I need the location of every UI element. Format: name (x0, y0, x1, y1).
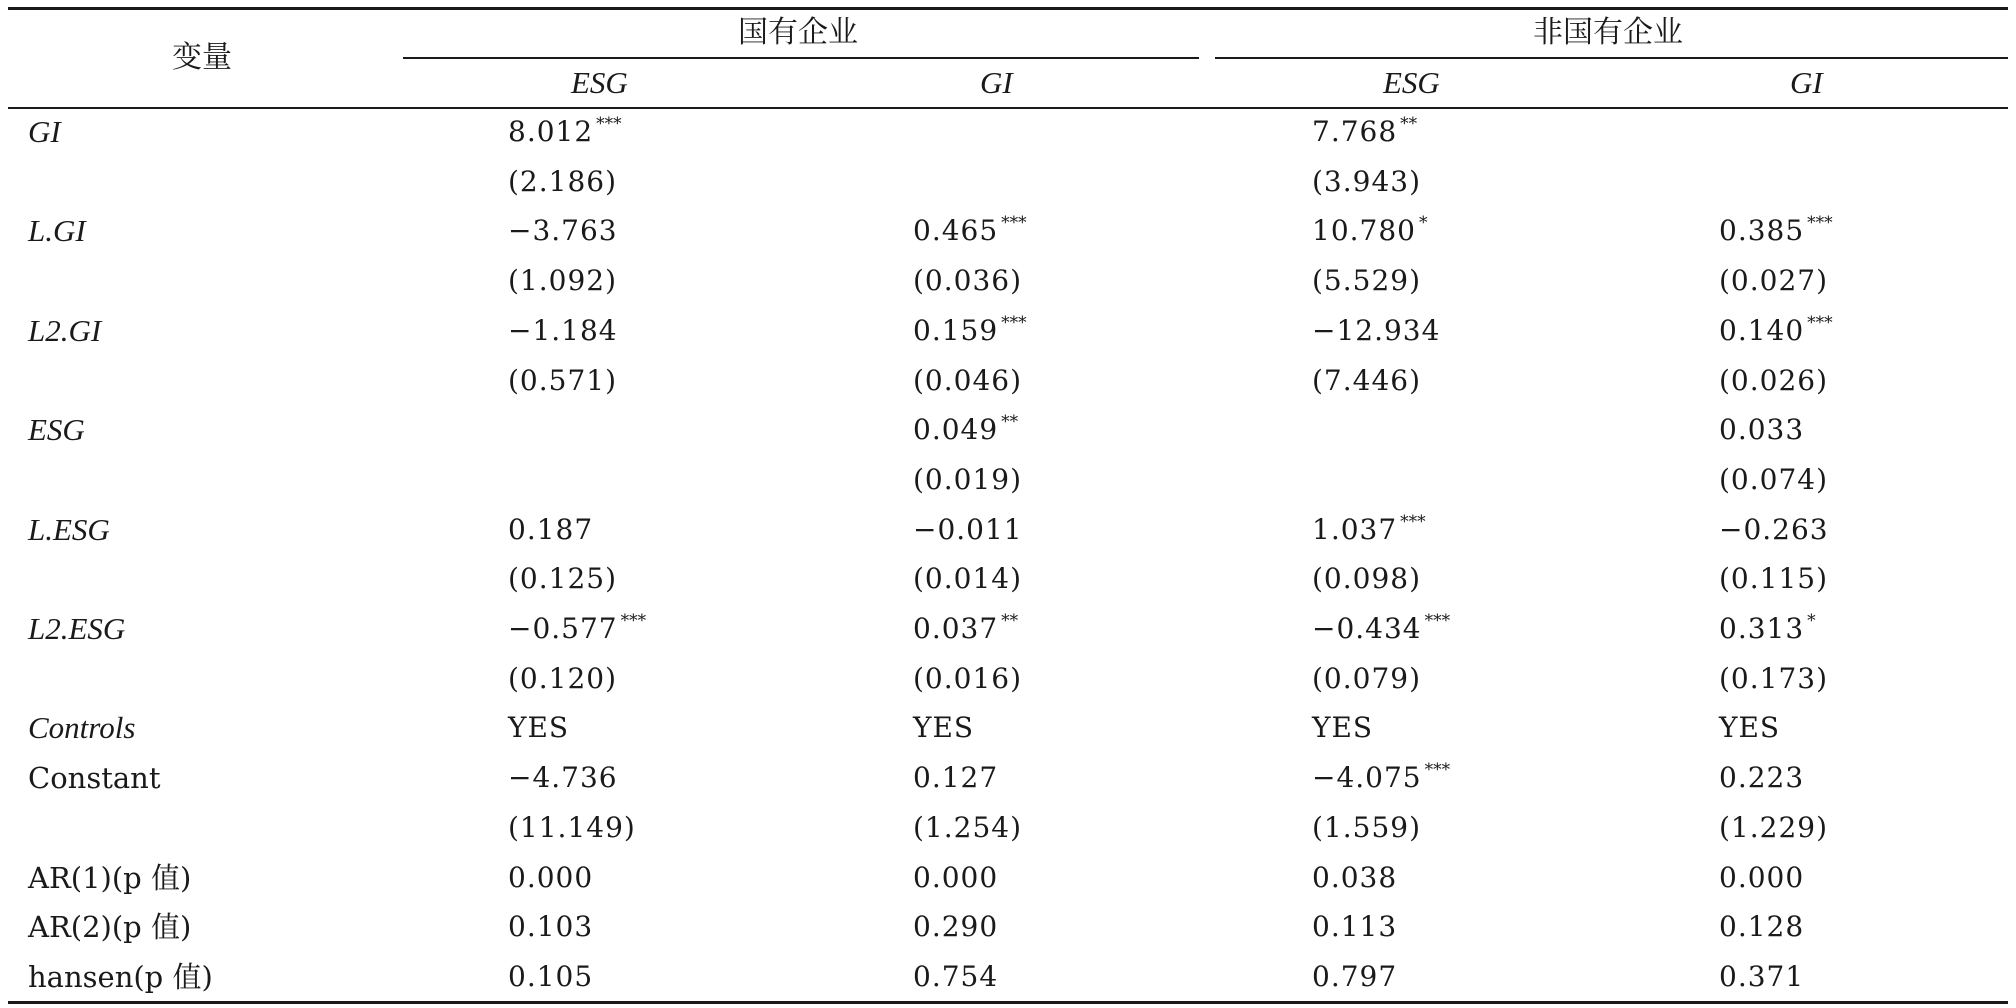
table-cell (1312, 860, 1400, 896)
table-cell (1312, 313, 1443, 349)
cell-value: 0.754 (913, 960, 999, 993)
table-cell (1312, 412, 1315, 448)
column-header-soe-esg: ESG (571, 65, 628, 100)
cell-value: 10.780 (1312, 214, 1416, 247)
table-cell (1719, 114, 1722, 150)
table-cell (1312, 263, 1424, 299)
cell-value: −3.763 (508, 214, 618, 247)
cell-value: −0.011 (913, 513, 1023, 546)
significance-stars: *** (1807, 213, 1833, 233)
table-cell (1312, 561, 1424, 597)
table-cell (913, 313, 1027, 349)
cell-value: 0.140 (1719, 314, 1805, 347)
cell-value: 0.038 (1312, 861, 1398, 894)
significance-stars: *** (1807, 313, 1833, 333)
group-header-nonsoe: 非国有企业 (1533, 15, 1683, 50)
group-rule-soe (403, 57, 1199, 59)
cell-value: (0.079) (1312, 662, 1422, 695)
row-label: AR(1)(p 值) (28, 861, 192, 895)
table-cell (913, 959, 1001, 995)
cell-value: 0.105 (508, 960, 594, 993)
cell-value: −4.736 (508, 761, 618, 794)
table-cell (508, 263, 620, 299)
table-cell (1719, 313, 1833, 349)
cell-value: (1.254) (913, 811, 1023, 844)
cell-value: −0.577 (508, 612, 618, 645)
table-cell (913, 810, 1025, 846)
table-cell (508, 909, 596, 945)
cell-value: 7.768 (1312, 115, 1398, 148)
cell-value: 0.113 (1312, 910, 1398, 943)
table-cell (913, 213, 1027, 249)
table-cell (508, 114, 622, 150)
table-cell (913, 661, 1025, 697)
cell-value: (0.046) (913, 364, 1023, 397)
cell-value: (3.943) (1312, 165, 1422, 198)
cell-value: 0.223 (1719, 761, 1805, 794)
cell-value: YES (508, 711, 570, 744)
table-cell (508, 213, 621, 249)
cell-value: 0.037 (913, 612, 999, 645)
cell-value: −12.934 (1312, 314, 1441, 347)
table-cell (1719, 661, 1831, 697)
table-cell (508, 164, 620, 200)
significance-stars: ** (1001, 611, 1019, 631)
table-cell (508, 313, 621, 349)
significance-stars: *** (620, 611, 647, 631)
cell-value: 0.103 (508, 910, 594, 943)
table-cell (1719, 164, 1722, 200)
table-cell (913, 760, 1001, 796)
cell-value: 0.128 (1719, 910, 1805, 943)
cell-value: 0.159 (913, 314, 999, 347)
cell-value: 0.049 (913, 413, 999, 446)
top-rule (8, 7, 2008, 10)
row-label: AR(2)(p 值) (28, 910, 192, 944)
table-cell (1312, 512, 1426, 548)
table-cell (1719, 561, 1831, 597)
significance-stars: ** (1400, 114, 1418, 134)
table-cell (913, 114, 916, 150)
cell-value: 0.000 (508, 861, 594, 894)
table-cell (1312, 710, 1376, 746)
significance-stars: * (1807, 611, 1816, 631)
cell-value: YES (913, 711, 975, 744)
table-cell (913, 263, 1025, 299)
cell-value: 0.465 (913, 214, 999, 247)
cell-value: YES (1719, 711, 1781, 744)
significance-stars: *** (1001, 213, 1027, 233)
cell-value: (7.446) (1312, 364, 1422, 397)
row-label: L.ESG (28, 512, 110, 547)
group-header-soe: 国有企业 (738, 15, 858, 50)
table-cell (1719, 263, 1831, 299)
table-cell (1312, 611, 1450, 647)
cell-value: 0.000 (913, 861, 999, 894)
cell-value: (0.115) (1719, 562, 1829, 595)
significance-stars: *** (1001, 313, 1027, 333)
cell-value: (0.027) (1719, 264, 1829, 297)
table-cell (1719, 363, 1831, 399)
cell-value: 0.797 (1312, 960, 1398, 993)
cell-value: 0.290 (913, 910, 999, 943)
row-label: L2.GI (28, 313, 102, 348)
cell-value: 0.385 (1719, 214, 1805, 247)
table-cell (508, 810, 639, 846)
table-cell (1312, 213, 1427, 249)
cell-value: (11.149) (508, 811, 636, 844)
table-cell (508, 959, 596, 995)
significance-stars: *** (596, 114, 622, 134)
table-cell (508, 512, 596, 548)
cell-value: −0.263 (1719, 513, 1829, 546)
table-cell (508, 363, 620, 399)
table-cell (1312, 164, 1424, 200)
cell-value: (1.559) (1312, 811, 1422, 844)
table-cell (1719, 959, 1807, 995)
row-label: hansen(p 值) (28, 960, 213, 994)
table-cell (913, 710, 977, 746)
cell-value: (0.014) (913, 562, 1023, 595)
table-cell (913, 164, 916, 200)
column-header-soe-gi: GI (980, 65, 1013, 100)
table-cell (1719, 710, 1783, 746)
row-label: ESG (28, 412, 85, 447)
cell-value: (0.036) (913, 264, 1023, 297)
cell-value: −4.075 (1312, 761, 1422, 794)
cell-value: (0.074) (1719, 463, 1829, 496)
bottom-rule (8, 1001, 2008, 1004)
table-cell (1312, 760, 1450, 796)
significance-stars: * (1418, 213, 1428, 233)
cell-value: −1.184 (508, 314, 618, 347)
significance-stars: *** (1400, 512, 1426, 532)
cell-value: 1.037 (1312, 513, 1398, 546)
header-rule (8, 107, 2008, 109)
table-cell (1719, 860, 1807, 896)
table-cell (1312, 959, 1400, 995)
cell-value: 0.127 (913, 761, 999, 794)
table-cell (1312, 661, 1424, 697)
table-cell (1312, 462, 1315, 498)
table-cell (913, 462, 1025, 498)
table-cell (508, 760, 621, 796)
cell-value: 0.187 (508, 513, 594, 546)
row-label: L2.ESG (28, 611, 126, 646)
cell-value: (5.529) (1312, 264, 1422, 297)
cell-value: −0.434 (1312, 612, 1422, 645)
significance-stars: ** (1001, 412, 1019, 432)
table-cell (508, 860, 596, 896)
cell-value: (0.098) (1312, 562, 1422, 595)
cell-value: 8.012 (508, 115, 594, 148)
cell-value: (0.019) (913, 463, 1023, 496)
cell-value: (1.092) (508, 264, 618, 297)
table-cell (1719, 909, 1807, 945)
table-cell (913, 561, 1025, 597)
table-cell (913, 363, 1025, 399)
cell-value: (2.186) (508, 165, 618, 198)
cell-value: YES (1312, 711, 1374, 744)
table-cell (508, 462, 511, 498)
table-cell (1719, 462, 1831, 498)
cell-value: (1.229) (1719, 811, 1829, 844)
table-cell (1312, 114, 1417, 150)
cell-value: 0.371 (1719, 960, 1805, 993)
table-cell (508, 611, 646, 647)
cell-value: 0.313 (1719, 612, 1805, 645)
table-cell (913, 860, 1001, 896)
cell-value: 0.033 (1719, 413, 1805, 446)
group-rule-nonsoe (1215, 57, 2008, 59)
row-label: GI (28, 114, 61, 149)
column-header-nonsoe-gi: GI (1790, 65, 1823, 100)
significance-stars: *** (1424, 611, 1451, 631)
variable-header: 变量 (172, 40, 232, 75)
table-cell (1719, 760, 1807, 796)
table-cell (913, 611, 1018, 647)
cell-value: (0.120) (508, 662, 618, 695)
row-label: Controls (28, 710, 136, 745)
table-cell (1312, 810, 1424, 846)
table-cell (1719, 213, 1833, 249)
table-cell (1719, 611, 1816, 647)
table-cell (913, 909, 1001, 945)
table-cell (1719, 810, 1831, 846)
table-cell (508, 412, 511, 448)
column-header-nonsoe-esg: ESG (1383, 65, 1440, 100)
table-cell (913, 512, 1026, 548)
cell-value: (0.026) (1719, 364, 1829, 397)
table-cell (508, 561, 620, 597)
row-label: Constant (28, 761, 161, 795)
table-cell (913, 412, 1018, 448)
table-cell (1312, 363, 1424, 399)
row-label: L.GI (28, 213, 86, 248)
table-cell (1719, 512, 1832, 548)
table-cell (1312, 909, 1400, 945)
cell-value: 0.000 (1719, 861, 1805, 894)
cell-value: (0.125) (508, 562, 618, 595)
cell-value: (0.173) (1719, 662, 1829, 695)
cell-value: (0.571) (508, 364, 618, 397)
table-cell (508, 661, 620, 697)
table-cell (1719, 412, 1807, 448)
cell-value: (0.016) (913, 662, 1023, 695)
significance-stars: *** (1424, 760, 1451, 780)
table-cell (508, 710, 572, 746)
